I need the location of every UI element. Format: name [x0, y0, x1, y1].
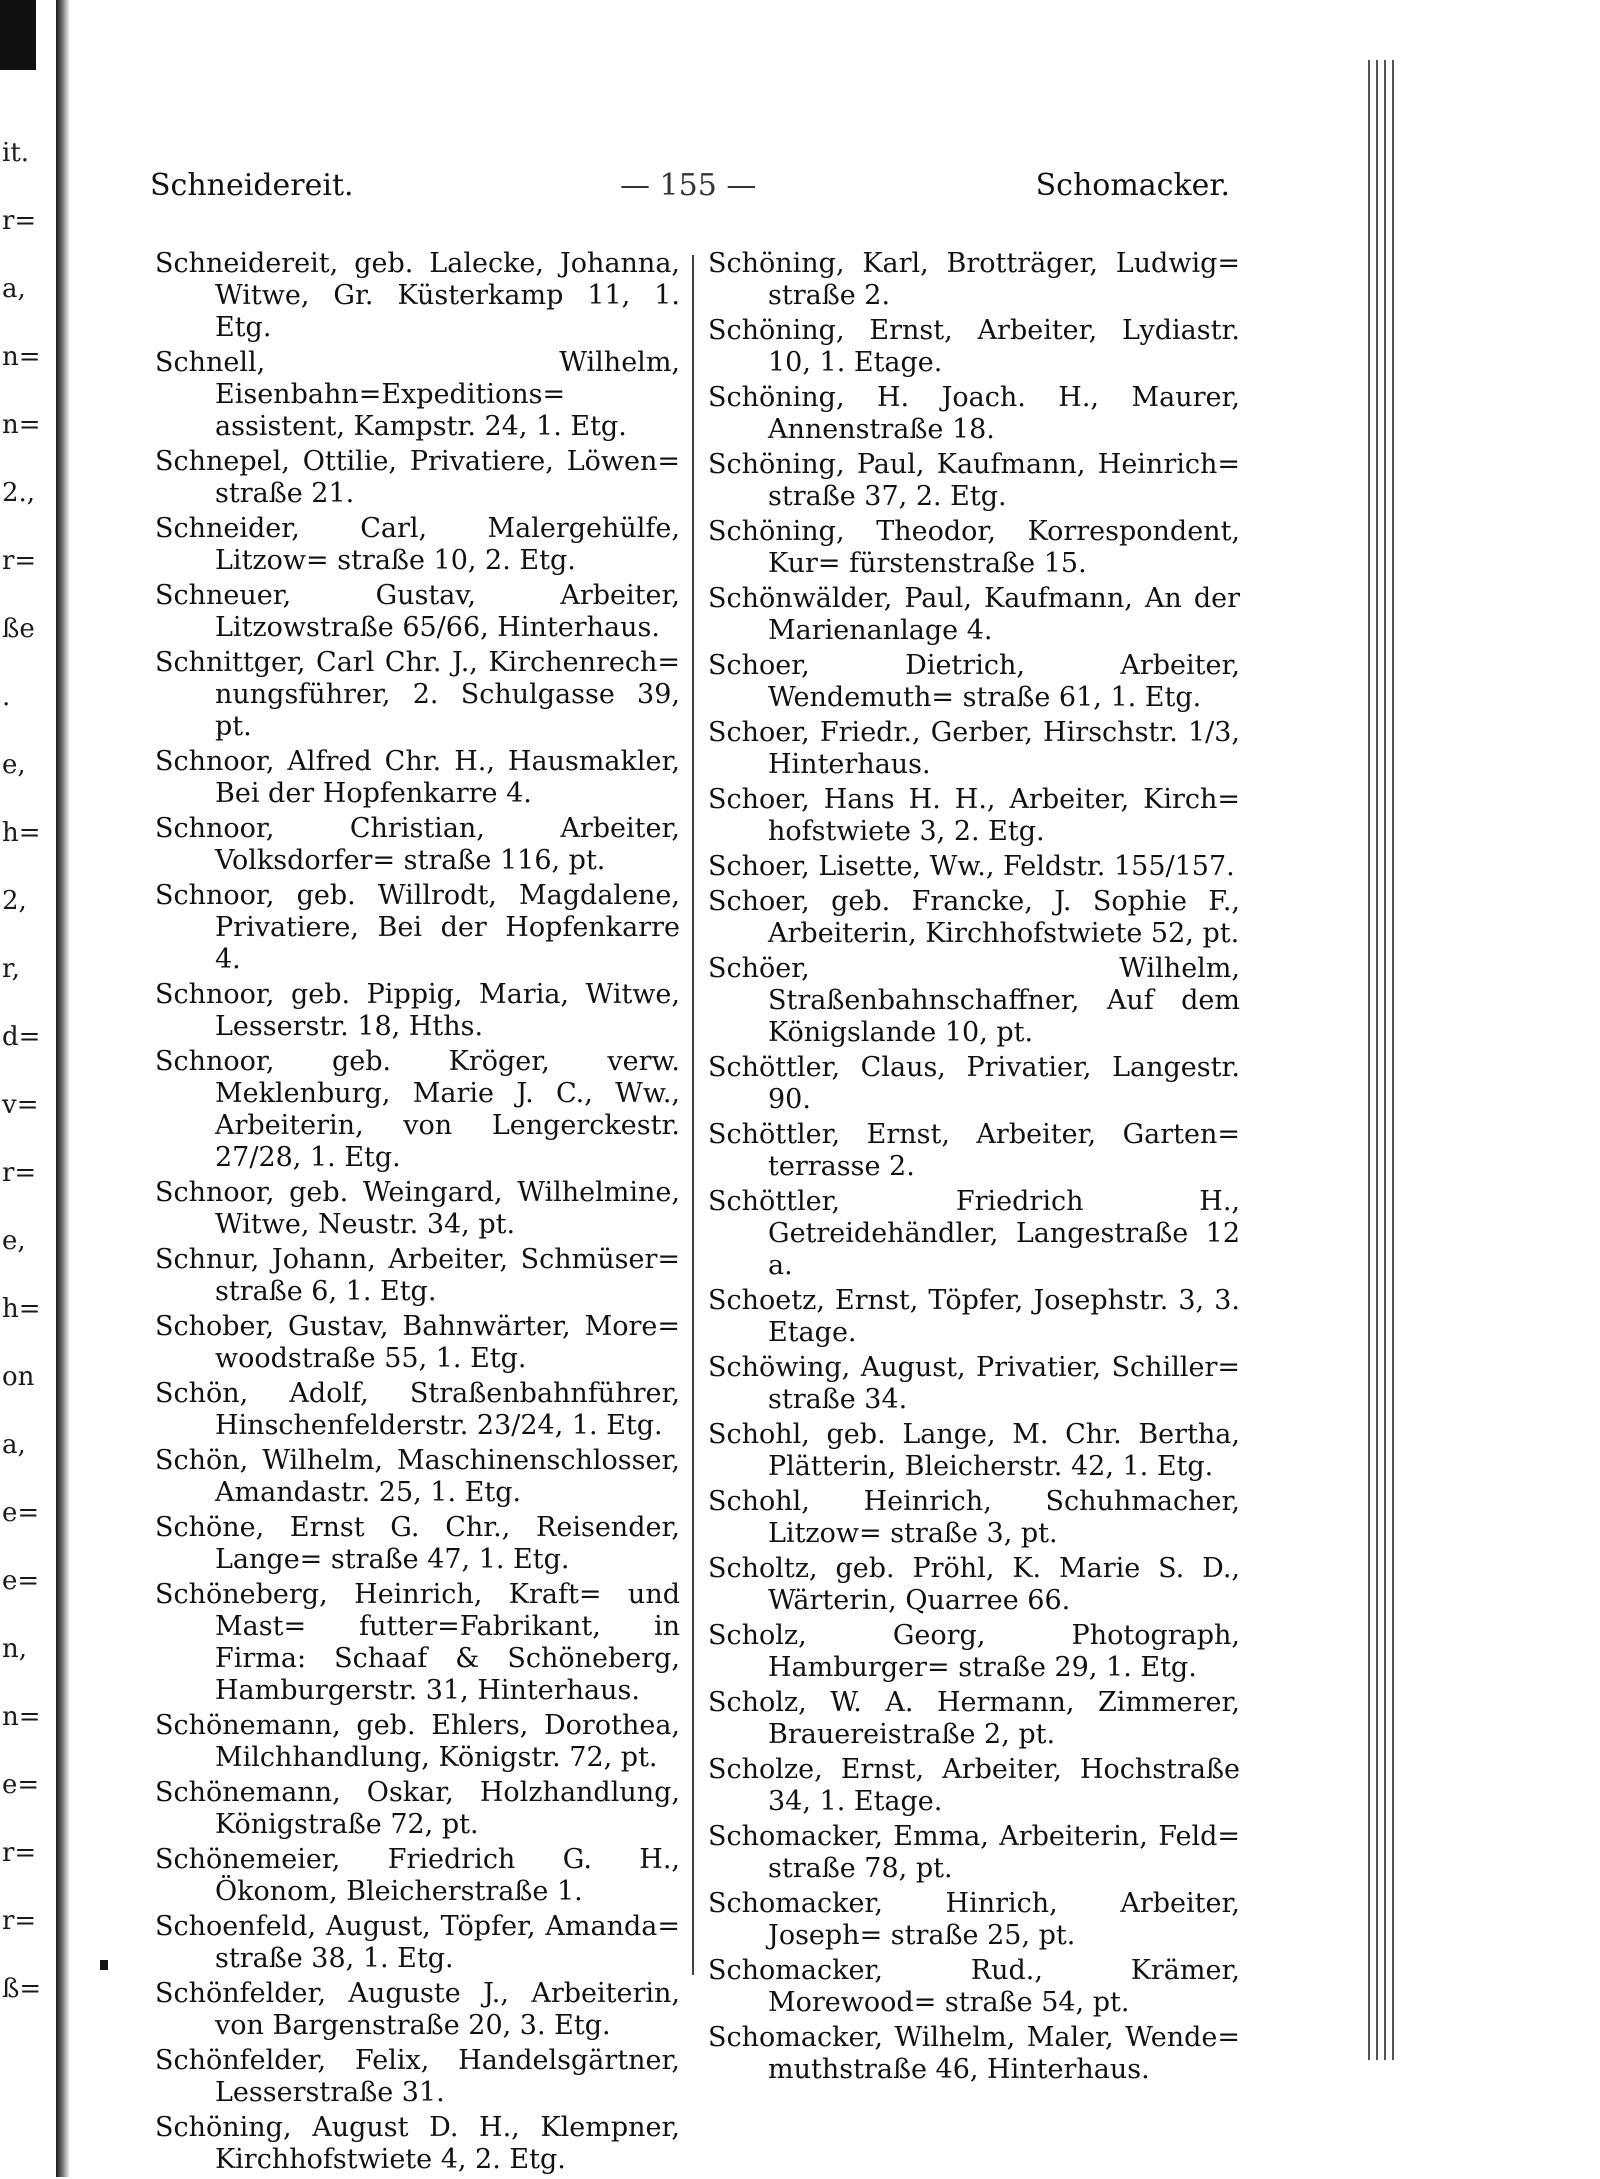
directory-entry: Schoer, geb. Francke, J. Sophie F., Arbeiterin, Kirchhofstwiete 52, pt. [708, 886, 1240, 949]
directory-entry: Schnoor, geb. Pippig, Maria, Witwe, Lesserstr. 18, Hths. [155, 979, 680, 1042]
directory-entry: Scholz, W. A. Hermann, Zimmerer, Brauereistraße 2, pt. [708, 1687, 1240, 1750]
running-header [150, 168, 1230, 218]
directory-entry: Schöning, Theodor, Korrespondent, Kur= fürstenstraße 15. [708, 516, 1240, 579]
directory-entry: Schneuer, Gustav, Arbeiter, Litzowstraße 65/66, Hinterhaus. [155, 580, 680, 643]
directory-entry: Schnoor, Christian, Arbeiter, Volksdorfer= straße 116, pt. [155, 813, 680, 876]
directory-entry: Schoer, Lisette, Ww., Feldstr. 155/157. [708, 851, 1235, 882]
directory-entry: Schönemeier, Friedrich G. H., Ökonom, Bleicherstraße 1. [155, 1844, 680, 1907]
margin-fragment: e= [2, 1566, 40, 1596]
left-column [155, 248, 680, 2179]
directory-entry: Schönwälder, Paul, Kaufmann, An der Marienanlage 4. [708, 583, 1240, 646]
directory-entry: Scholz, Georg, Photograph, Hamburger= straße 29, 1. Etg. [708, 1620, 1240, 1683]
directory-entry: Schohl, Heinrich, Schuhmacher, Litzow= straße 3, pt. [708, 1486, 1240, 1549]
directory-entry: Schomacker, Hinrich, Arbeiter, Joseph= straße 25, pt. [708, 1888, 1240, 1951]
margin-fragment: n= [2, 410, 41, 440]
margin-fragment: a, [2, 274, 26, 304]
directory-entry: Schöne, Ernst G. Chr., Reisender, Lange= straße 47, 1. Etg. [155, 1512, 680, 1575]
margin-fragment: h= [2, 818, 41, 848]
directory-entry: Schnittger, Carl Chr. J., Kirchenrech= nungsführer, 2. Schulgasse 39, pt. [155, 647, 680, 742]
directory-entry: Schöning, Ernst, Arbeiter, Lydiastr. 10, 1. Etage. [708, 315, 1240, 378]
directory-entry: Schöning, August D. H., Klempner, Kirchhofstwiete 4, 2. Etg. [155, 2112, 680, 2175]
directory-entry: Schoer, Friedr., Gerber, Hirschstr. 1/3, Hinterhaus. [708, 717, 1240, 780]
margin-fragment: r= [2, 206, 37, 236]
page-edge-dark [0, 0, 36, 70]
margin-fragment: n, [2, 1634, 28, 1664]
directory-entry: Schöning, Paul, Kaufmann, Heinrich= straße 37, 2. Etg. [708, 449, 1240, 512]
directory-entry: Schön, Adolf, Straßenbahnführer, Hinschenfelderstr. 23/24, 1. Etg. [155, 1378, 680, 1441]
margin-fragment: n= [2, 1702, 41, 1732]
margin-fragment: 2., [2, 478, 36, 508]
directory-entry: Schoer, Dietrich, Arbeiter, Wendemuth= straße 61, 1. Etg. [708, 650, 1240, 713]
previous-page-sliver [0, 0, 48, 2177]
directory-entry: Schöneberg, Heinrich, Kraft= und Mast= futter=Fabrikant, in Firma: Schaaf & Schöneberg, Hamburgerstr. 31, Hinterhaus. [155, 1579, 680, 1706]
margin-fragment: e, [2, 750, 26, 780]
margin-fragment: r= [2, 1906, 37, 1936]
margin-fragment: e, [2, 1226, 26, 1256]
directory-entry: Schöttler, Claus, Privatier, Langestr. 90. [708, 1052, 1240, 1115]
directory-entry: Schnoor, geb. Weingard, Wilhelmine, Witwe, Neustr. 34, pt. [155, 1177, 680, 1240]
header-left: Schneidereit. [150, 168, 354, 203]
page-stack-edges [1362, 60, 1422, 2060]
page-number: — 155 — [620, 168, 757, 203]
margin-fragment: a, [2, 1430, 26, 1460]
margin-fragment: e= [2, 1498, 40, 1528]
directory-entry: Schöwing, August, Privatier, Schiller= straße 34. [708, 1352, 1240, 1415]
margin-fragment: n= [2, 342, 41, 372]
directory-entry: Schönfelder, Felix, Handelsgärtner, Lesserstraße 31. [155, 2045, 680, 2108]
directory-entry: Schön, Wilhelm, Maschinenschlosser, Amandastr. 25, 1. Etg. [155, 1445, 680, 1508]
directory-entry: Schneider, Carl, Malergehülfe, Litzow= straße 10, 2. Etg. [155, 513, 680, 576]
directory-entry: Schöer, Wilhelm, Straßenbahnschaffner, Auf dem Königslande 10, pt. [708, 953, 1240, 1048]
margin-fragment: r, [2, 954, 20, 984]
directory-entry: Schönemann, geb. Ehlers, Dorothea, Milchhandlung, Königstr. 72, pt. [155, 1710, 680, 1773]
margin-fragment: . [2, 682, 11, 712]
directory-entry: Schneidereit, geb. Lalecke, Johanna, Witwe, Gr. Küsterkamp 11, 1. Etg. [155, 248, 680, 343]
margin-fragment: r= [2, 546, 37, 576]
directory-entry: Schnoor, geb. Willrodt, Magdalene, Privatiere, Bei der Hopfenkarre 4. [155, 880, 680, 975]
directory-entry: Schöttler, Friedrich H., Getreidehändler, Langestraße 12 a. [708, 1186, 1240, 1281]
margin-fragment: h= [2, 1294, 41, 1324]
directory-entry: Schoenfeld, August, Töpfer, Amanda= straße 38, 1. Etg. [155, 1911, 680, 1974]
directory-entry: Schoer, Hans H. H., Arbeiter, Kirch= hofstwiete 3, 2. Etg. [708, 784, 1240, 847]
directory-entry: Schober, Gustav, Bahnwärter, More= woodstraße 55, 1. Etg. [155, 1311, 680, 1374]
directory-entry: Schnepel, Ottilie, Privatiere, Löwen= straße 21. [155, 446, 680, 509]
directory-entry: Schöttler, Ernst, Arbeiter, Garten= terrasse 2. [708, 1119, 1240, 1182]
right-column [708, 248, 1240, 2089]
margin-fragment: on [2, 1362, 35, 1392]
directory-entry: Schohl, geb. Lange, M. Chr. Bertha, Plätterin, Bleicherstr. 42, 1. Etg. [708, 1419, 1240, 1482]
directory-entry: Schomacker, Rud., Krämer, Morewood= straße 54, pt. [708, 1955, 1240, 2018]
directory-entry: Schnell, Wilhelm, Eisenbahn=Expeditions= assistent, Kampstr. 24, 1. Etg. [155, 347, 680, 442]
binding-gutter [56, 0, 70, 2177]
directory-entry: Schnur, Johann, Arbeiter, Schmüser= straße 6, 1. Etg. [155, 1244, 680, 1307]
margin-fragment: 2, [2, 886, 27, 916]
margin-fragment: d= [2, 1022, 41, 1052]
directory-entry: Schnoor, geb. Kröger, verw. Meklenburg, Marie J. C., Ww., Arbeiterin, von Lengerckestr. 27/28, 1. Etg. [155, 1046, 680, 1173]
margin-fragment: r= [2, 1158, 37, 1188]
column-divider [692, 255, 694, 1975]
directory-entry: Schönfelder, Auguste J., Arbeiterin, von Bargenstraße 20, 3. Etg. [155, 1978, 680, 2041]
directory-entry: Schönemann, Oskar, Holzhandlung, Königstraße 72, pt. [155, 1777, 680, 1840]
margin-fragment: v= [2, 1090, 39, 1120]
directory-entry: Scholtz, geb. Pröhl, K. Marie S. D., Wärterin, Quarree 66. [708, 1553, 1240, 1616]
directory-entry: Schomacker, Emma, Arbeiterin, Feld= straße 78, pt. [708, 1821, 1240, 1884]
directory-entry: Scholze, Ernst, Arbeiter, Hochstraße 34, 1. Etage. [708, 1754, 1240, 1817]
margin-fragment: ße [2, 614, 35, 644]
margin-fragment: e= [2, 1770, 40, 1800]
directory-entry: Schoetz, Ernst, Töpfer, Josephstr. 3, 3. Etage. [708, 1285, 1240, 1348]
directory-entry: Schomacker, Wilhelm, Maler, Wende= muthstraße 46, Hinterhaus. [708, 2022, 1240, 2085]
margin-mark [100, 1960, 108, 1970]
header-right: Schomacker. [1035, 168, 1230, 203]
margin-fragment: r= [2, 1838, 37, 1868]
directory-entry: Schöning, H. Joach. H., Maurer, Annenstraße 18. [708, 382, 1240, 445]
margin-fragment: it. [2, 138, 30, 168]
directory-entry: Schöning, Karl, Brotträger, Ludwig= straße 2. [708, 248, 1240, 311]
directory-entry: Schnoor, Alfred Chr. H., Hausmakler, Bei der Hopfenkarre 4. [155, 746, 680, 809]
margin-fragment: ß= [2, 1974, 42, 2004]
